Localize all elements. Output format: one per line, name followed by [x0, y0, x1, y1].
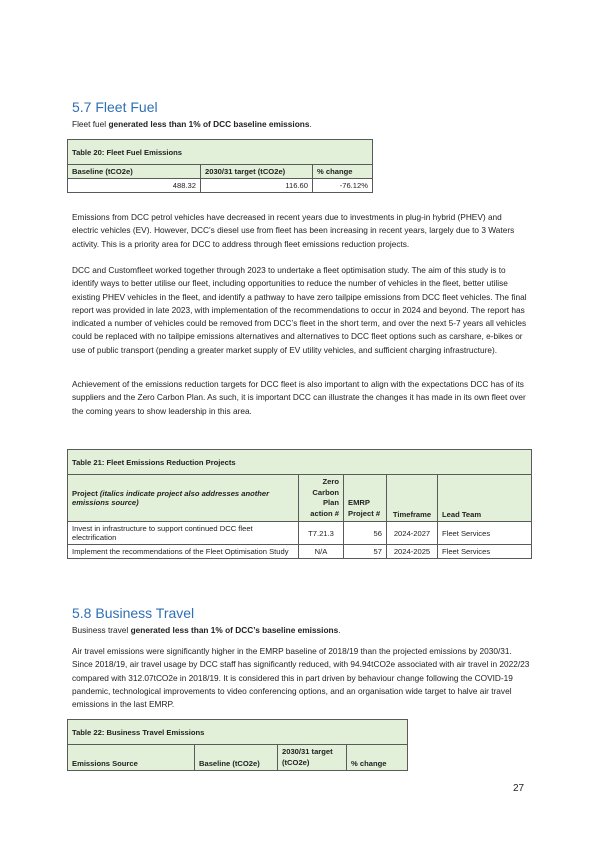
- table-21-header-project-label: Project: [72, 489, 100, 498]
- table-21-header-timeframe: Timeframe: [387, 475, 438, 522]
- table-21-caption: Table 21: Fleet Emissions Reduction Projects: [68, 450, 532, 475]
- table-20-cell-change: -76.12%: [313, 179, 373, 193]
- table-row: [68, 545, 532, 559]
- section-heading-business-travel: 5.8 Business Travel: [72, 605, 195, 621]
- travel-paragraph-1: Air travel emissions were significantly higher in the EMRP baseline of 2018/19 than the projected emissions by 2030/31. Since 2018/19, air travel usage by DCC staff has significantly reduced, with 94.94tCO2e associated with air travel in 2022/23 compared with 312.07tCO2e in 2018/19. It is considered this in part driven by behaviour change following the COVID-19 pandemic, technological improvements to video conferencing options, and an organisation wide target to halve air travel emissions in the last EMRP.: [72, 646, 530, 710]
- travel-lead-plain: Business travel: [72, 625, 131, 635]
- table-21-cell-timeframe: 2024-2025: [387, 545, 438, 559]
- travel-lead-bold: generated less than 1% of DCC’s baseline emissions: [130, 625, 339, 635]
- table-20-caption: Table 20: Fleet Fuel Emissions: [68, 140, 373, 165]
- table-21-cell-project: Invest in infrastructure to support continued DCC fleet electrification: [68, 522, 299, 545]
- table-21-cell-emrp: 56: [344, 522, 387, 545]
- table-21-cell-zcp: T7.21.3: [299, 522, 344, 545]
- table-20-cell-baseline: 488.32: [68, 179, 201, 193]
- table-21-header-project-note: (italics indicate project also addresses another emissions source): [72, 489, 270, 507]
- fleet-paragraph-2: DCC and Customfleet worked together through 2023 to undertake a fleet optimisation study. The aim of this study is to identify ways to better utilise our fleet, including opportunities to reduce the number of vehicles in the fleet, better utilise existing PHEV vehicles in the fleet, and identify a pathway to have zero tailpipe emissions from DCC fleet vehicles. The final report was provided in late 2023, with implementation of the recommendations to occur in 2024 and beyond. The report has indicated a number of vehicles could be removed from DCC’s fleet in the short term, and over the next 5-7 years all vehicles could be replaced with no tailpipe emissions alternatives and alternatives to DCC fleet options such as carshare, e-bikes or use of public transport (pending a greater market supply of EV utility vehicles, and sufficient charging infrastructure).: [72, 265, 527, 355]
- table-21-header-project: [68, 475, 299, 522]
- table-21-cell-lead: Fleet Services: [438, 545, 532, 559]
- fleet-paragraph-1: Emissions from DCC petrol vehicles have decreased in recent years due to investments in plug-in hybrid (PHEV) and electric vehicles (EV). However, DCC’s diesel use from fleet has been increasing in recent years, largely due to 3 Waters activity. This is a priority area for DCC to address through fleet emissions reduction projects.: [72, 212, 515, 249]
- fleet-lead-plain: Fleet fuel: [72, 119, 109, 129]
- fleet-lead-bold: generated less than 1% of DCC baseline emissions: [108, 119, 310, 129]
- table-21-fleet-emissions-reduction-projects: [67, 449, 532, 559]
- table-20-fleet-fuel-emissions: [67, 139, 373, 193]
- table-21-header-zcp: Zero Carbon Plan action #: [299, 475, 344, 522]
- fleet-paragraph-3: Achievement of the emissions reduction targets for DCC fleet is also important to align with the expectations DCC has of its suppliers and the Zero Carbon Plan. As such, it is important DCC can illustrate the changes it has made in its own fleet over the coming years to show leadership in this area.: [72, 379, 526, 416]
- table-22-caption: Table 22: Business Travel Emissions: [68, 720, 408, 745]
- table-21-cell-timeframe: 2024-2027: [387, 522, 438, 545]
- table-22-header-source: Emissions Source: [68, 745, 195, 771]
- travel-lead-end: .: [338, 625, 341, 635]
- section-heading-fleet-fuel: 5.7 Fleet Fuel: [72, 99, 158, 115]
- table-22-header-target: 2030/31 target (tCO2e): [278, 745, 347, 771]
- table-21-cell-project: Implement the recommendations of the Fleet Optimisation Study: [68, 545, 299, 559]
- table-22-business-travel-emissions: [67, 719, 408, 771]
- fleet-lead-text: [72, 118, 532, 131]
- table-20-header-baseline: Baseline (tCO2e): [68, 165, 201, 179]
- table-22-header-change: % change: [347, 745, 408, 771]
- page-number: 27: [513, 783, 525, 794]
- travel-lead-text: [72, 624, 532, 637]
- fleet-lead-end: .: [309, 119, 312, 129]
- table-20-header-target: 2030/31 target (tCO2e): [201, 165, 313, 179]
- table-20-cell-target: 116.60: [201, 179, 313, 193]
- table-row: [68, 522, 532, 545]
- table-21-header-emrp: EMRP Project #: [344, 475, 387, 522]
- table-20-header-change: % change: [313, 165, 373, 179]
- table-21-cell-lead: Fleet Services: [438, 522, 532, 545]
- table-21-cell-emrp: 57: [344, 545, 387, 559]
- table-22-header-baseline: Baseline (tCO2e): [195, 745, 278, 771]
- table-21-cell-zcp: N/A: [299, 545, 344, 559]
- table-21-header-lead: Lead Team: [438, 475, 532, 522]
